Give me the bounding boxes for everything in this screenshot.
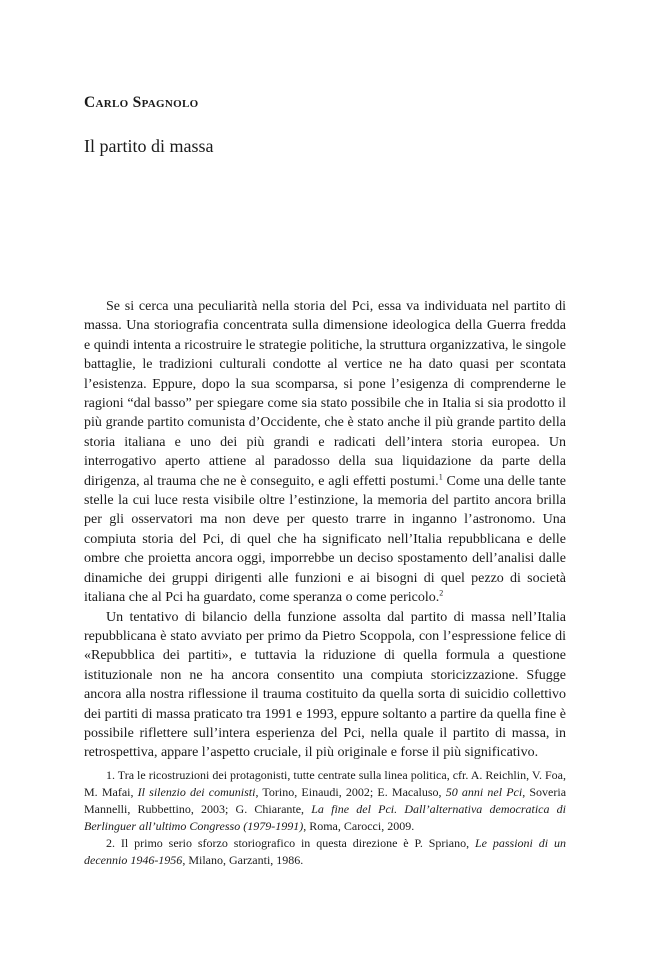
footnote-2-title: Le passioni di un decennio 1946-1956 <box>84 836 566 867</box>
footnote-ref-1[interactable]: 1 <box>438 472 443 481</box>
author-name: Carlo Spagnolo <box>84 94 199 111</box>
body-text <box>84 297 566 763</box>
footnote-2-text-a: 2. Il primo serio sforzo storiografico in questa direzione è P. Spriano, <box>106 836 475 850</box>
footnote-ref-2[interactable]: 2 <box>439 588 444 598</box>
footnote-1-title-2: 50 anni nel Pci <box>445 785 523 799</box>
footnote-1-text-c: , Torino, Einaudi, 2002; E. Macaluso, <box>255 785 446 799</box>
footnote-2 <box>84 835 566 869</box>
footnote-2-text-c: , Milano, Garzanti, 1986. <box>182 853 304 867</box>
paragraph-1-part-2: Come una delle tante stelle la cui luce resta visibile oltre l’estinzione, la memoria del partito ancora brilla per gli osservatori ma non deve per questo trarre in inganno l’astronomo. Una compiuta storia del Pci, di quel che ha significato nell’Italia repubblicana e delle ombre che proietta ancora oggi, imporrebbe un deciso spostamento dell’analisi dalle dinamiche dei gruppi dirigenti alle funzioni e ai bisogni di quel pezzo di società italiana che al Pci ha guardato, come speranza o come pericolo. <box>84 473 567 606</box>
footnote-1-title-1: Il silenzio dei comunisti <box>137 785 256 799</box>
footnote-1 <box>84 767 566 835</box>
paragraph-1 <box>84 297 566 608</box>
paragraph-1-part-1: Se si cerca una peculiarità nella storia del Pci, essa va individuata nel partito di massa. Una storiografia concentrata sulla dimensione ideologica della Guerra fredda e quindi intenta a ricostruire le strategie politiche, la struttura organizzativa, le singole battaglie, le tradizioni culturali condotte al vertice ne ha dato quasi per scontata l’esistenza. Eppure, dopo la sua scomparsa, si pone l’esigenza di comprenderne le ragioni “dal basso” per spiegare come sia stato possibile che in Italia si sia prodotto il più grande partito comunista d’Occidente, che è stato anche il più grande partito della storia italiana e uno dei più grandi e radicati dell’intera storia europea. Un interrogativo aperto attiene al paradosso della sua liquidazione da parte della dirigenza, al trauma che ne è conseguito, e agli effetti postumi. <box>84 299 566 489</box>
footnote-1-text-e: , Soveria Mannelli, Rubbettino, 2003; G. Chiarante, <box>84 785 567 816</box>
footnotes <box>84 767 566 869</box>
paragraph-2: Un tentativo di bilancio della funzione assolta dal partito di massa nell’Italia repubblicana è stato avviato per primo da Pietro Scoppola, con l’espressione felice di «Repubblica dei partiti», e tuttavia la riduzione di quella formula a questione istituzionale non ne ha ancora consentito una compiuta storicizzazione. Sfugge ancora alla nostra riflessione il trauma costituito da quella sorta di suicidio collettivo dei partiti di massa praticato tra 1991 e 1993, eppure soltanto a partire da quella fine è possibile riflettere sull’intera esperienza del Pci, nella quale il partito di massa, in retrospettiva, appare l’aspetto cruciale, il più originale e forse il più significativo. <box>84 609 566 761</box>
footnote-1-text-g: , Roma, Carocci, 2009. <box>303 819 415 833</box>
footnote-1-text-a: 1. Tra le ricostruzioni dei protagonisti, tutte centrate sulla linea politica, cfr. A. Reichlin, V. Foa, M. Mafai, <box>84 768 566 799</box>
footnote-1-title-3: La fine del Pci. Dall’alternativa democratica di Berlinguer all’ultimo Congresso (1979-1991) <box>84 802 566 833</box>
chapter-title: Il partito di massa <box>84 136 214 156</box>
